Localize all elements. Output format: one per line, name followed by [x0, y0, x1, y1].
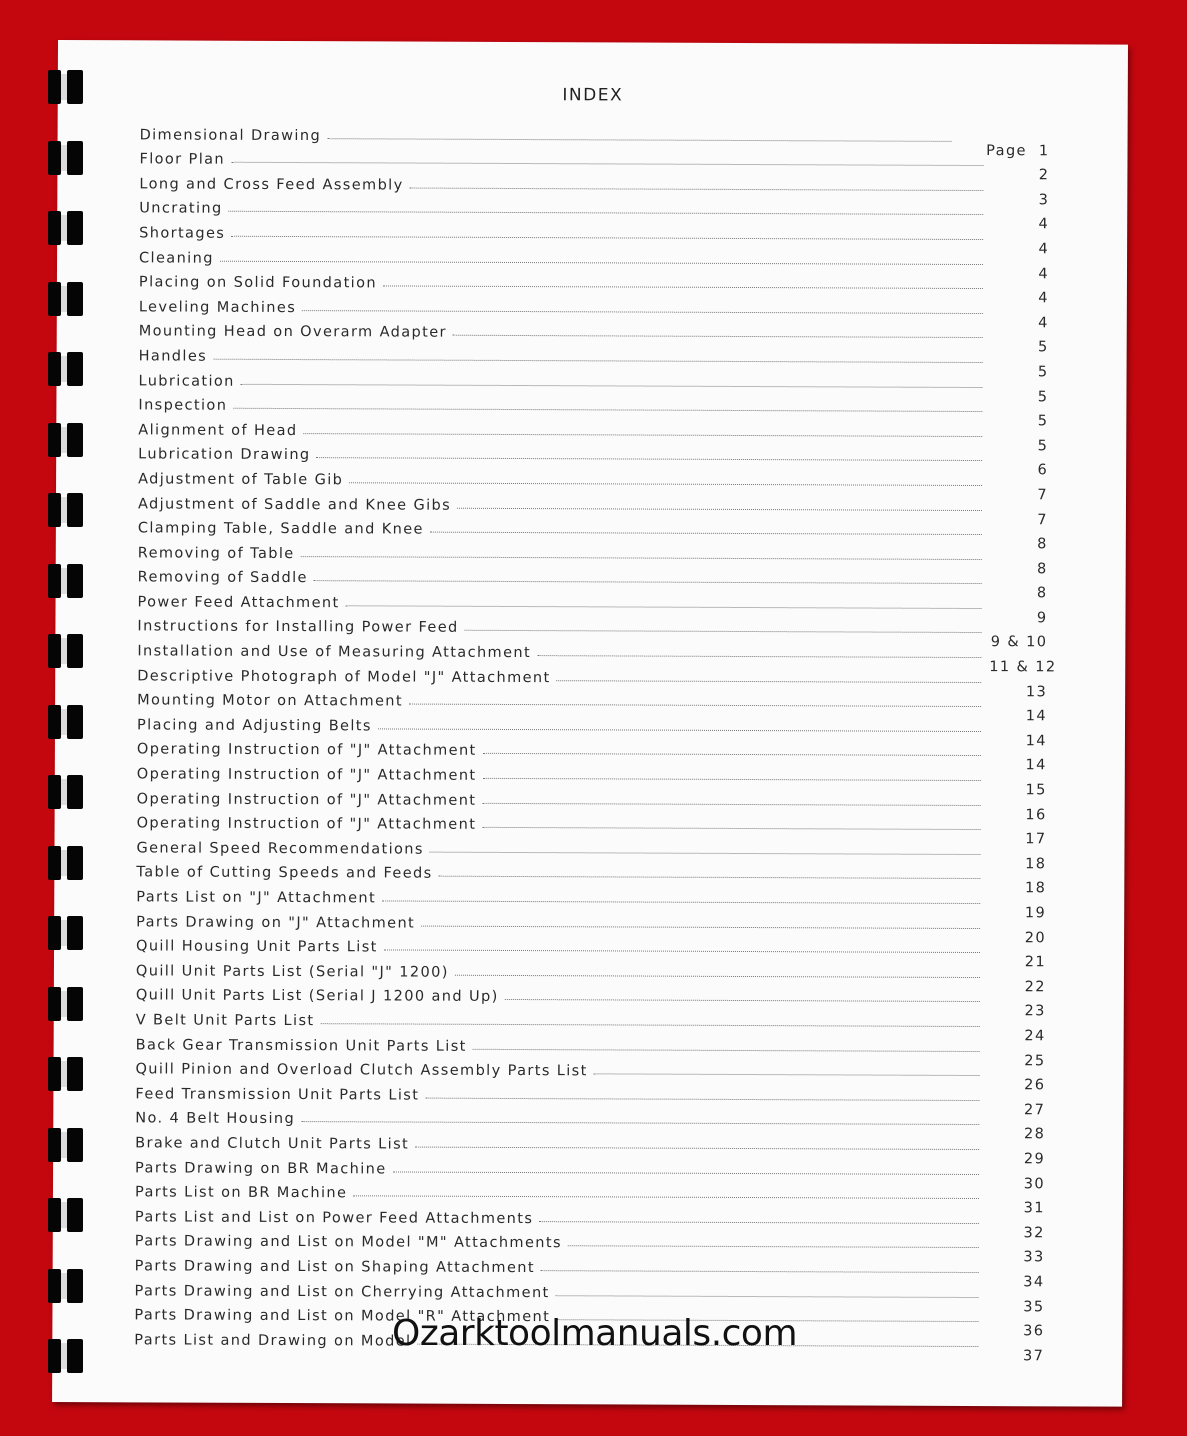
- entry-title: Parts List on "J" Attachment: [136, 889, 377, 907]
- dot-leader: [410, 187, 984, 191]
- entry-title: Floor Plan: [139, 151, 226, 168]
- entry-title: Clamping Table, Saddle and Knee: [137, 520, 424, 538]
- binding-coil: [40, 211, 86, 245]
- page-number-value: 8: [1037, 560, 1048, 578]
- page-number-value: 23: [1024, 1003, 1046, 1020]
- dot-leader: [327, 138, 951, 142]
- binding-coil: [40, 1057, 86, 1091]
- binding-coil: [40, 1269, 86, 1303]
- dot-leader: [482, 802, 980, 805]
- entry-title: General Speed Recommendations: [136, 840, 424, 858]
- dot-leader: [557, 680, 982, 683]
- dot-leader: [378, 728, 981, 732]
- dot-leader: [303, 433, 982, 437]
- page-number-value: 31: [1023, 1200, 1045, 1217]
- entry-title: Shortages: [139, 225, 226, 242]
- page-number-value: 33: [1023, 1249, 1045, 1266]
- manual-page: [52, 40, 1128, 1407]
- dot-leader: [430, 851, 981, 854]
- entry-title: Operating Instruction of "J" Attachment: [136, 766, 477, 784]
- binding-coil: [40, 282, 86, 316]
- entry-title: Feed Transmission Unit Parts List: [135, 1086, 420, 1104]
- page-number-value: 30: [1023, 1175, 1046, 1192]
- entry-title: Removing of Saddle: [137, 569, 308, 587]
- entry-title: Leveling Machines: [138, 299, 297, 316]
- page-number-value: 4: [1038, 216, 1050, 233]
- dot-leader: [482, 827, 980, 830]
- index-list: [134, 118, 1057, 1365]
- dot-leader: [541, 1270, 979, 1273]
- dot-leader: [483, 753, 981, 756]
- entry-title: Mounting Head on Overarm Adapter: [138, 323, 447, 342]
- binding-coil: [40, 1128, 86, 1162]
- dot-leader: [505, 999, 980, 1002]
- page-number-value: 16: [1025, 806, 1047, 823]
- binding-coil: [40, 352, 86, 386]
- page-number-value: 15: [1025, 782, 1047, 799]
- dot-leader: [301, 556, 982, 560]
- entry-title: Adjustment of Saddle and Knee Gibs: [137, 495, 452, 514]
- entry-title: Adjustment of Table Gib: [138, 471, 344, 489]
- page-number-value: 9: [1036, 610, 1048, 627]
- page-number-value: 2: [1038, 167, 1050, 184]
- page-number-value: 6: [1037, 462, 1049, 479]
- dot-leader: [346, 605, 982, 609]
- entry-title: Parts Drawing and List on Model "R" Attachment: [134, 1307, 551, 1326]
- page-number-value: 18: [1025, 880, 1047, 897]
- page-title: INDEX: [562, 85, 624, 106]
- entry-title: Operating Instruction of "J" Attachment: [136, 741, 477, 760]
- binding-coil: [40, 705, 86, 739]
- dot-leader: [231, 162, 983, 166]
- entry-title: Alignment of Head: [138, 422, 298, 439]
- page-number-value: 1: [1038, 142, 1050, 159]
- page-number-value: 14: [1025, 757, 1047, 774]
- page-number-value: 5: [1037, 437, 1049, 455]
- dot-leader: [382, 900, 980, 904]
- page-number-value: 3: [1038, 192, 1050, 209]
- dot-leader: [465, 630, 982, 633]
- entry-title: Removing of Table: [137, 545, 295, 562]
- dot-leader: [241, 383, 983, 387]
- page-number-value: 18: [1025, 856, 1047, 873]
- entry-title: Quill Pinion and Overload Clutch Assembly Parts List: [135, 1061, 588, 1080]
- entry-title: Long and Cross Feed Assembly: [139, 176, 404, 194]
- dot-leader: [213, 359, 982, 363]
- page-number-value: 4: [1038, 315, 1049, 332]
- dot-leader: [231, 236, 983, 240]
- entry-title: No. 4 Belt Housing: [135, 1110, 296, 1128]
- page-number-value: 8: [1037, 536, 1048, 553]
- dot-leader: [384, 950, 980, 954]
- entry-title: Placing on Solid Foundation: [138, 274, 378, 292]
- page-number-value: 27: [1024, 1101, 1046, 1119]
- page-number-value: 8: [1036, 585, 1048, 602]
- entry-title: Operating Instruction of "J" Attachment: [136, 815, 477, 834]
- page-number-value: 32: [1023, 1224, 1045, 1242]
- binding-coil: [40, 846, 86, 880]
- page-number-value: 26: [1024, 1077, 1046, 1094]
- entry-title: Lubrication Drawing: [138, 446, 311, 464]
- dot-leader: [302, 310, 983, 314]
- entry-title: Mounting Motor on Attachment: [137, 692, 404, 710]
- dot-leader: [353, 1195, 979, 1199]
- dot-leader: [383, 286, 983, 290]
- dot-leader: [229, 211, 984, 215]
- entry-page-number: [986, 1348, 1044, 1364]
- binding-coil: [40, 916, 86, 950]
- dot-leader: [301, 1121, 979, 1125]
- page-number-value: 5: [1037, 388, 1049, 405]
- page-number-value: 7: [1037, 487, 1049, 504]
- page-number-value: 5: [1037, 364, 1049, 381]
- dot-leader: [220, 260, 983, 264]
- entry-title: Quill Unit Parts List (Serial J 1200 and Up): [135, 987, 499, 1006]
- binding-coil: [40, 1339, 86, 1373]
- dot-leader: [439, 876, 981, 879]
- entry-title: Parts Drawing and List on Shaping Attachment: [134, 1258, 536, 1276]
- entry-title: Inspection: [138, 397, 228, 414]
- entry-title: Power Feed Attachment: [137, 594, 340, 612]
- entry-title: Parts List and List on Power Feed Attachments: [134, 1209, 534, 1227]
- page-number-value: 20: [1024, 929, 1047, 946]
- entry-title: Uncrating: [139, 200, 223, 218]
- page-number-value: 14: [1025, 733, 1047, 750]
- entry-title: Cleaning: [139, 249, 214, 267]
- page-number-value: 7: [1037, 511, 1048, 528]
- entry-title: Parts Drawing on BR Machine: [135, 1159, 387, 1177]
- dot-leader: [425, 1097, 979, 1100]
- dot-leader: [453, 335, 983, 338]
- dot-leader: [568, 1246, 979, 1249]
- page-number-value: 21: [1024, 954, 1047, 971]
- entry-title: Parts Drawing and List on Model "M" Attachments: [134, 1233, 562, 1252]
- page-number-value: 13: [1025, 683, 1048, 700]
- dot-leader: [455, 975, 980, 978]
- page-number-value: 14: [1025, 708, 1048, 725]
- entry-title: Parts Drawing and List on Cherrying Attachment: [134, 1282, 550, 1301]
- dot-leader: [233, 408, 982, 412]
- entry-title: Table of Cutting Speeds and Feeds: [136, 864, 433, 883]
- entry-title: Quill Unit Parts List (Serial "J" 1200): [135, 963, 449, 981]
- binding-coil: [40, 141, 86, 175]
- dot-leader: [320, 1023, 979, 1027]
- dot-leader: [483, 778, 981, 781]
- page-number-value: 5: [1037, 413, 1049, 430]
- page-number-value: 4: [1038, 241, 1050, 258]
- watermark: Ozarktoolmanuals.com: [392, 1313, 798, 1354]
- dot-leader: [473, 1048, 980, 1051]
- entry-title: Parts Drawing on "J" Attachment: [136, 913, 416, 932]
- dot-leader: [537, 655, 981, 658]
- page-number-value: 29: [1023, 1151, 1046, 1168]
- entry-title: Placing and Adjusting Belts: [136, 717, 372, 735]
- entry-title: Operating Instruction of "J" Attachment: [136, 790, 477, 809]
- binding-coil: [40, 70, 86, 104]
- dot-leader: [349, 482, 982, 486]
- dot-leader: [421, 925, 980, 928]
- entry-title: Descriptive Photograph of Model "J" Attachment: [137, 668, 551, 686]
- dot-leader: [430, 532, 982, 535]
- page-number-value: 34: [1023, 1274, 1045, 1291]
- binding-coil: [40, 423, 86, 457]
- page-number-value: 36: [1023, 1323, 1045, 1340]
- entry-title: Parts List on BR Machine: [134, 1184, 348, 1202]
- dot-leader: [317, 457, 983, 461]
- entry-title: Quill Housing Unit Parts List: [136, 938, 378, 956]
- entry-title: Lubrication: [138, 372, 235, 390]
- dot-leader: [415, 1147, 979, 1150]
- page-number-value: 19: [1024, 905, 1047, 922]
- entry-title: Installation and Use of Measuring Attachment: [137, 643, 532, 662]
- page-number-value: 11 & 12: [989, 659, 1057, 676]
- entry-title: Dimensional Drawing: [139, 126, 322, 144]
- entry-title: Handles: [138, 348, 208, 365]
- binding-coil: [40, 634, 86, 668]
- page-number-value: 4: [1038, 290, 1049, 307]
- page-column-label: Page: [986, 142, 1027, 159]
- page-number-value: 35: [1023, 1298, 1045, 1315]
- page-number-value: 24: [1024, 1028, 1046, 1045]
- page-number-value: 37: [1022, 1347, 1045, 1365]
- spiral-binding: [40, 70, 88, 1390]
- dot-leader: [539, 1221, 979, 1224]
- dot-leader: [457, 507, 982, 510]
- entry-title: Brake and Clutch Unit Parts List: [135, 1135, 410, 1153]
- page-number-value: 4: [1038, 265, 1050, 282]
- binding-coil: [40, 1198, 86, 1232]
- page-number-value: 5: [1037, 339, 1049, 356]
- dot-leader: [594, 1074, 980, 1077]
- binding-coil: [40, 987, 86, 1021]
- binding-coil: [40, 775, 86, 809]
- page-number-value: 22: [1024, 979, 1046, 996]
- page-number-value: 17: [1025, 831, 1047, 848]
- dot-leader: [314, 580, 982, 584]
- binding-coil: [40, 493, 86, 527]
- entry-title: Instructions for Installing Power Feed: [137, 618, 459, 637]
- dot-leader: [556, 1295, 979, 1298]
- page-number-value: 25: [1024, 1052, 1046, 1069]
- entry-title: Parts List and Drawing on Model: [134, 1332, 412, 1350]
- page-number-value: 28: [1023, 1126, 1046, 1143]
- dot-leader: [393, 1171, 979, 1175]
- binding-coil: [40, 564, 86, 598]
- page-number-value: 9 & 10: [990, 634, 1048, 651]
- dot-leader: [409, 704, 981, 707]
- entry-title: V Belt Unit Parts List: [135, 1012, 315, 1030]
- entry-title: Back Gear Transmission Unit Parts List: [135, 1036, 467, 1055]
